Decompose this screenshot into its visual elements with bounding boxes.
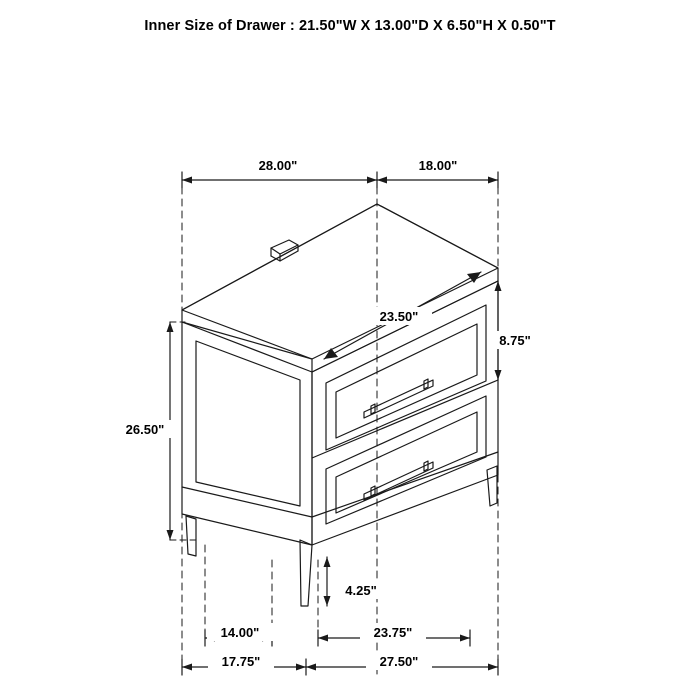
drawer-upper bbox=[326, 305, 486, 450]
dim-label-drawer-front-height: 8.75" bbox=[499, 333, 531, 348]
dim-label-base-front-width: 23.75" bbox=[373, 625, 413, 640]
dim-label-top-depth-diagonal: 23.50" bbox=[379, 309, 419, 324]
dimension-line-top-width-front bbox=[182, 172, 377, 188]
dim-label-top-width-side: 18.00" bbox=[418, 158, 458, 173]
dimension-line-drawer-front-height bbox=[495, 281, 502, 380]
dim-label-leg-height: 4.25" bbox=[345, 583, 377, 598]
dimension-line-top-width-side bbox=[377, 172, 498, 188]
dim-label-base-side-depth: 14.00" bbox=[220, 625, 260, 640]
nightstand-top-surface bbox=[182, 204, 498, 372]
dimension-line-leg-height bbox=[324, 557, 331, 606]
dim-label-foot-front-width: 27.50" bbox=[379, 654, 419, 669]
dim-label-foot-side-depth: 17.75" bbox=[221, 654, 261, 669]
extension-lines bbox=[182, 175, 498, 676]
dim-label-overall-height: 26.50" bbox=[125, 422, 165, 437]
nightstand-left-side-panel bbox=[182, 322, 312, 545]
power-outlet-detail bbox=[271, 240, 298, 261]
page-title: Inner Size of Drawer : 21.50"W X 13.00"D X 6.50"H X 0.50"T bbox=[144, 18, 556, 34]
dim-label-top-width-front: 28.00" bbox=[258, 158, 298, 173]
